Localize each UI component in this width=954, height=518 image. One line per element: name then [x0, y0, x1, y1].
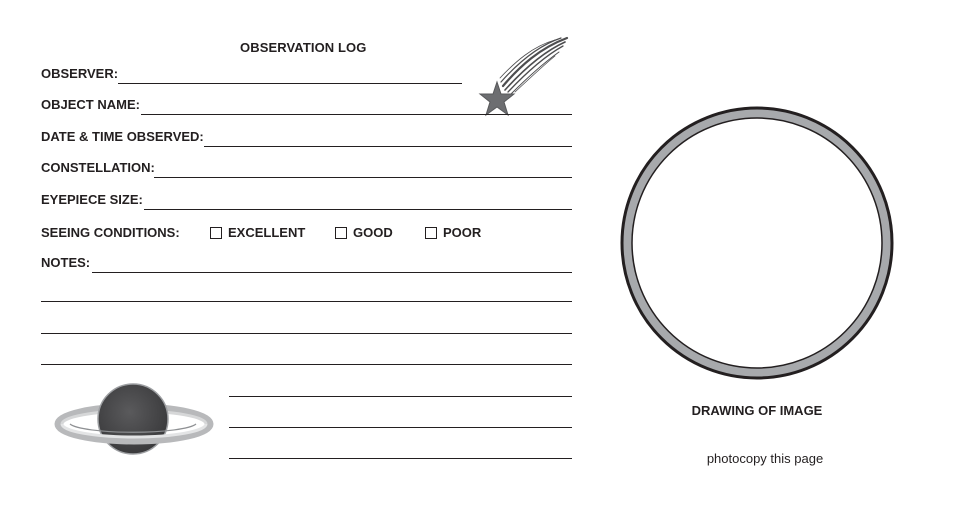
eyepiece-field[interactable]	[41, 192, 572, 210]
seeing-conditions-label: SEEING CONDITIONS:	[41, 225, 180, 240]
date-time-line[interactable]	[204, 146, 572, 147]
date-time-field[interactable]	[41, 129, 572, 147]
constellation-line[interactable]	[154, 177, 572, 178]
date-time-label: DATE & TIME OBSERVED:	[41, 129, 204, 144]
seeing-option-excellent[interactable]	[210, 225, 305, 241]
drawing-caption: DRAWING OF IMAGE	[691, 403, 823, 418]
saturn-icon	[54, 382, 214, 462]
notes-field[interactable]	[41, 255, 572, 273]
excellent-checkbox[interactable]	[210, 227, 222, 239]
observer-field[interactable]	[41, 66, 461, 84]
observer-label: OBSERVER:	[41, 66, 119, 81]
notes-line[interactable]	[92, 272, 572, 273]
notes-line-2[interactable]	[41, 301, 572, 302]
object-name-field[interactable]	[41, 97, 572, 115]
drawing-circle[interactable]	[619, 105, 895, 381]
notes-label: NOTES:	[41, 255, 91, 270]
object-name-line[interactable]	[141, 114, 572, 115]
photocopy-note: photocopy this page	[706, 451, 824, 466]
notes-line-7[interactable]	[229, 458, 572, 459]
seeing-option-poor[interactable]	[425, 225, 481, 241]
notes-line-4[interactable]	[41, 364, 572, 365]
eyepiece-label: EYEPIECE SIZE:	[41, 192, 143, 207]
poor-checkbox[interactable]	[425, 227, 437, 239]
poor-label: POOR	[443, 225, 482, 240]
seeing-option-good[interactable]	[335, 225, 393, 241]
log-title: OBSERVATION LOG	[240, 40, 367, 55]
observer-line[interactable]	[118, 83, 462, 84]
object-name-label: OBJECT NAME:	[41, 97, 140, 112]
excellent-label: EXCELLENT	[228, 225, 306, 240]
notes-line-5[interactable]	[229, 396, 572, 397]
notes-line-3[interactable]	[41, 333, 572, 334]
constellation-label: CONSTELLATION:	[41, 160, 155, 175]
eyepiece-line[interactable]	[144, 209, 572, 210]
good-label: GOOD	[353, 225, 393, 240]
constellation-field[interactable]	[41, 160, 572, 178]
good-checkbox[interactable]	[335, 227, 347, 239]
notes-line-6[interactable]	[229, 427, 572, 428]
